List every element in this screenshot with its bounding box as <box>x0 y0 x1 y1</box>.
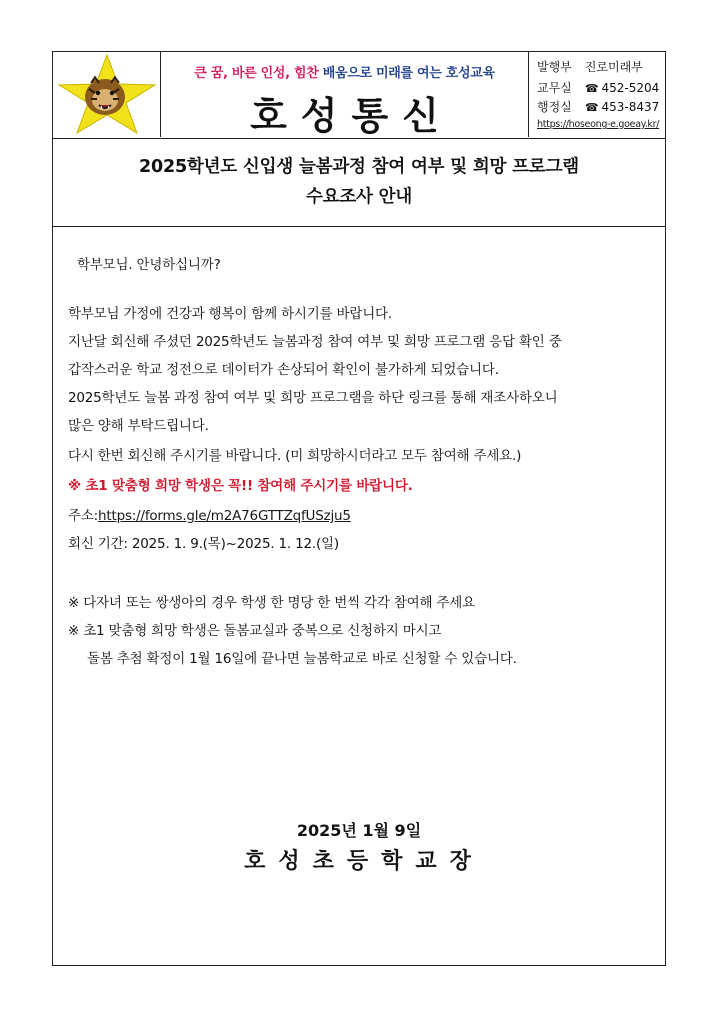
title-line-1: 2025학년도 신입생 늘봄과정 참여 여부 및 희망 프로그램 <box>139 157 579 177</box>
newsletter-header <box>53 52 665 139</box>
slogan-part: 바른 인성, <box>231 66 294 81</box>
tiger-star-logo-icon <box>55 53 159 136</box>
notice-title <box>53 139 665 227</box>
admin-label: 행정실 <box>537 100 572 114</box>
paragraph-4: 다시 한번 회신해 주시기를 바랍니다. (미 희망하시더라고 모두 참여해 주세요.) <box>68 448 522 464</box>
paragraph-2a: 지난달 회신해 주셨던 2025학년도 늘봄과정 참여 여부 및 희망 프로그램 응답 확인 중 <box>68 334 562 350</box>
slogan-part: 배움으로 미래를 여는 호성교육 <box>322 66 495 81</box>
issue-date: 2025년 1월 9일 <box>296 821 422 840</box>
office-label: 교무실 <box>537 81 572 95</box>
publisher-value: 진로미래부 <box>584 60 643 74</box>
admin-phone: 453-8437 <box>601 100 660 114</box>
reply-period: 회신 기간: 2025. 1. 9.(목)~2025. 1. 12.(일) <box>68 536 339 552</box>
newsletter-frame <box>52 51 666 966</box>
masthead-title: 호성통신 <box>250 94 453 138</box>
slogan-part: 힘찬 <box>293 66 323 81</box>
publisher-info <box>529 52 665 137</box>
note-1: ※ 다자녀 또는 쌍생아의 경우 학생 한 명당 한 번씩 각각 참여해 주세요 <box>68 595 475 611</box>
survey-link[interactable]: https://forms.gle/m2A76GTTZqfUSzju5 <box>98 508 351 524</box>
website-link[interactable]: https://hoseong-e.goeay.kr/ <box>537 119 660 130</box>
office-phone: 452-5204 <box>601 81 660 95</box>
address-label: 주소: <box>68 508 99 524</box>
telephone-icon: ☎ <box>584 101 599 114</box>
paragraph-2b: 갑작스러운 학교 정전으로 데이터가 손상되어 확인이 불가하게 되었습니다. <box>68 362 499 378</box>
note-2b: 돌봄 추첨 확정이 1월 16일에 끝나면 늘봄학교로 바로 신청할 수 있습니다. <box>87 651 517 667</box>
principal-signature: 호성초등학교장 <box>244 849 484 874</box>
highlight-notice: ※ 초1 맞춤형 희망 학생은 꼭!! 참여해 주시기를 바랍니다. <box>68 478 413 494</box>
note-2a: ※ 초1 맞춤형 희망 학생은 돌봄교실과 중복으로 신청하지 마시고 <box>68 623 442 639</box>
admin-row <box>537 98 659 115</box>
paragraph-1: 학부모님 가정에 건강과 행복이 함께 하시기를 바랍니다. <box>68 306 392 322</box>
paragraph-3a: 2025학년도 늘봄 과정 참여 여부 및 희망 프로그램을 하단 링크를 통해 재조사하오니 <box>68 390 558 406</box>
logo-cell <box>53 52 161 137</box>
slogan <box>161 62 528 81</box>
address-line <box>68 504 351 524</box>
paragraph-3b: 많은 양해 부탁드립니다. <box>68 418 209 434</box>
telephone-icon: ☎ <box>584 82 599 95</box>
masthead-cell <box>161 52 529 137</box>
publisher-label: 발행부 <box>537 60 572 74</box>
office-row <box>537 79 659 96</box>
greeting: 학부모님. 안녕하십니까? <box>77 257 221 273</box>
slogan-part: 큰 꿈, <box>194 66 232 81</box>
title-line-2: 수요조사 안내 <box>305 187 413 207</box>
publisher-row <box>537 58 643 75</box>
